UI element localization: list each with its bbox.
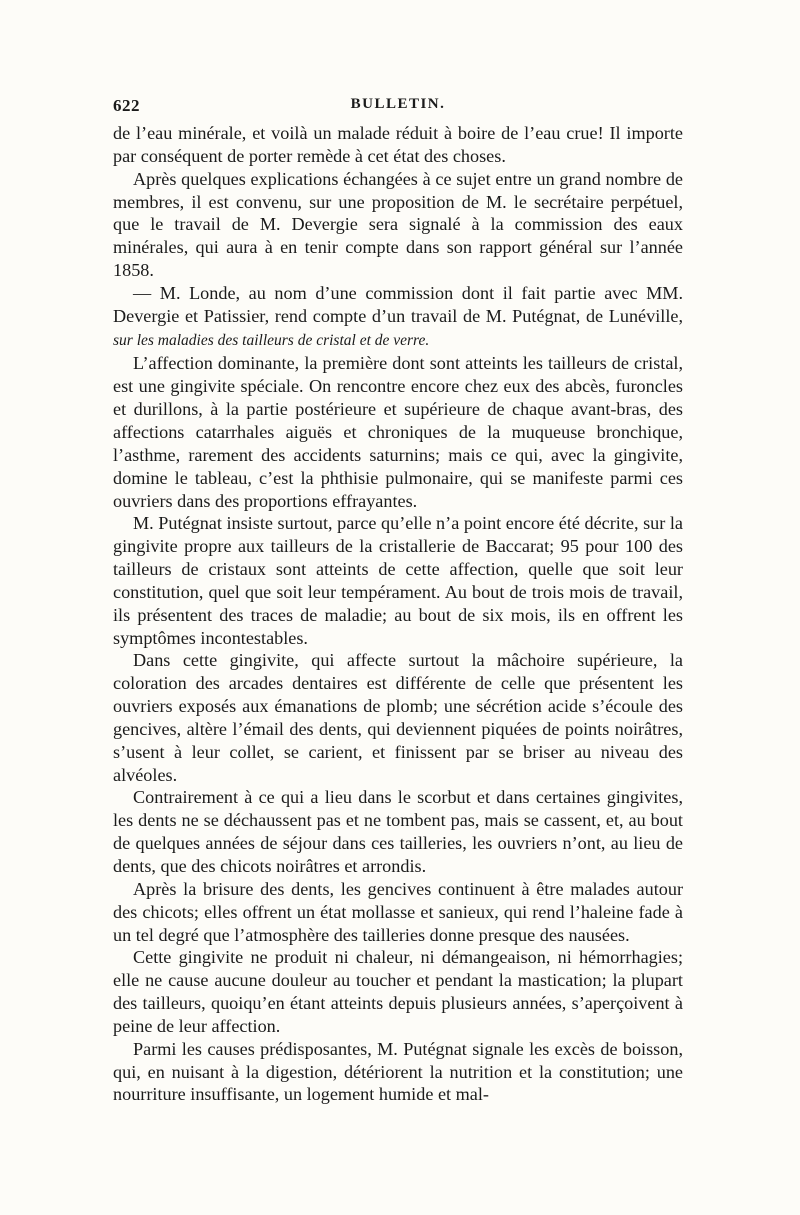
paragraph-7: Contrairement à ce qui a lieu dans le scorbut et dans certaines gingivites, les dents ne se déchaussent pas et ne tombent pas, mais se cassent, et, au bout de quelques années de séjour dans ces tailleries, les ouvriers n’ont, au lieu de dents, que des chicots noirâtres et arrondis. xyxy=(113,787,683,876)
paragraph-8: Après la brisure des dents, les gencives continuent à être malades autour des chicots; elles offrent un état mollasse et sanieux, qui rend l’haleine fade à un tel degré que l’atmosphère des tailleries donne presque des nausées. xyxy=(113,878,683,945)
body-text xyxy=(113,122,683,1106)
page-header xyxy=(113,92,683,122)
paragraph-3-text: — M. Londe, au nom d’une commission dont il fait partie avec MM. Devergie et Patissier, rend compte d’un travail de M. Putégnat, de Lunéville, xyxy=(113,282,683,326)
page-number: 622 xyxy=(113,96,140,115)
paragraph-3 xyxy=(113,282,683,353)
paragraph-4: L’affection dominante, la première dont sont atteints les tailleurs de cristal, est une gingivite spéciale. On rencontre encore chez eux des abcès, furoncles et durillons, à la partie postérieure et supérieure de chaque avant-bras, des affections catarrhales aiguës et chroniques de la muqueuse bronchique, l’asthme, rarement des accidents saturnins; mais ce qui, avec la gingivite, domine le tableau, c’est la phthisie pulmonaire, qui se manifeste parmi ces ouvriers dans des proportions effrayantes. xyxy=(113,353,683,511)
paragraph-2: Après quelques explications échangées à ce sujet entre un grand nombre de membres, il est convenu, sur une proposition de M. le secrétaire perpétuel, que le travail de M. Devergie sera signalé à la commission des eaux minérales, qui aura à en tenir compte dans son rapport général sur l’année 1858. xyxy=(113,168,683,281)
book-page xyxy=(113,92,683,1106)
paragraph-9: Cette gingivite ne produit ni chaleur, ni démangeaison, ni hémorrhagies; elle ne cause aucune douleur au toucher et pendant la mastication; la plupart des tailleurs, quoiqu’en étant atteints depuis plusieurs années, s’aperçoivent à peine de leur affection. xyxy=(113,947,683,1036)
paragraph-10: Parmi les causes prédisposantes, M. Putégnat signale les excès de boisson, qui, en nuisant à la digestion, détériorent la nutrition et la constitution; une nourriture insuffisante, un logement humide et mal- xyxy=(113,1038,683,1105)
paragraph-5: M. Putégnat insiste surtout, parce qu’elle n’a point encore été décrite, sur la gingivite propre aux tailleurs de la cristallerie de Baccarat; 95 pour 100 des tailleurs de cristaux sont atteints de cette affection, quelle que soit leur constitution, quel que soit leur tempérament. Au bout de trois mois de travail, ils présentent des traces de maladie; au bout de six mois, ils en offrent les symptômes incontestables. xyxy=(113,513,683,648)
running-title: BULLETIN. xyxy=(350,96,446,112)
memoir-title: sur les maladies des tailleurs de cristal et de verre. xyxy=(113,331,430,349)
paragraph-1: de l’eau minérale, et voilà un malade réduit à boire de l’eau crue! Il importe par conséquent de porter remède à cet état des choses. xyxy=(113,123,683,166)
paragraph-6: Dans cette gingivite, qui affecte surtout la mâchoire supérieure, la coloration des arcades dentaires est différente de celle que présentent les ouvriers exposés aux émanations de plomb; une sécrétion acide s’écoule des gencives, altère l’émail des dents, qui deviennent piquées de points noirâtres, s’usent à leur collet, se carient, et finissent par se briser au niveau des alvéoles. xyxy=(113,650,683,785)
